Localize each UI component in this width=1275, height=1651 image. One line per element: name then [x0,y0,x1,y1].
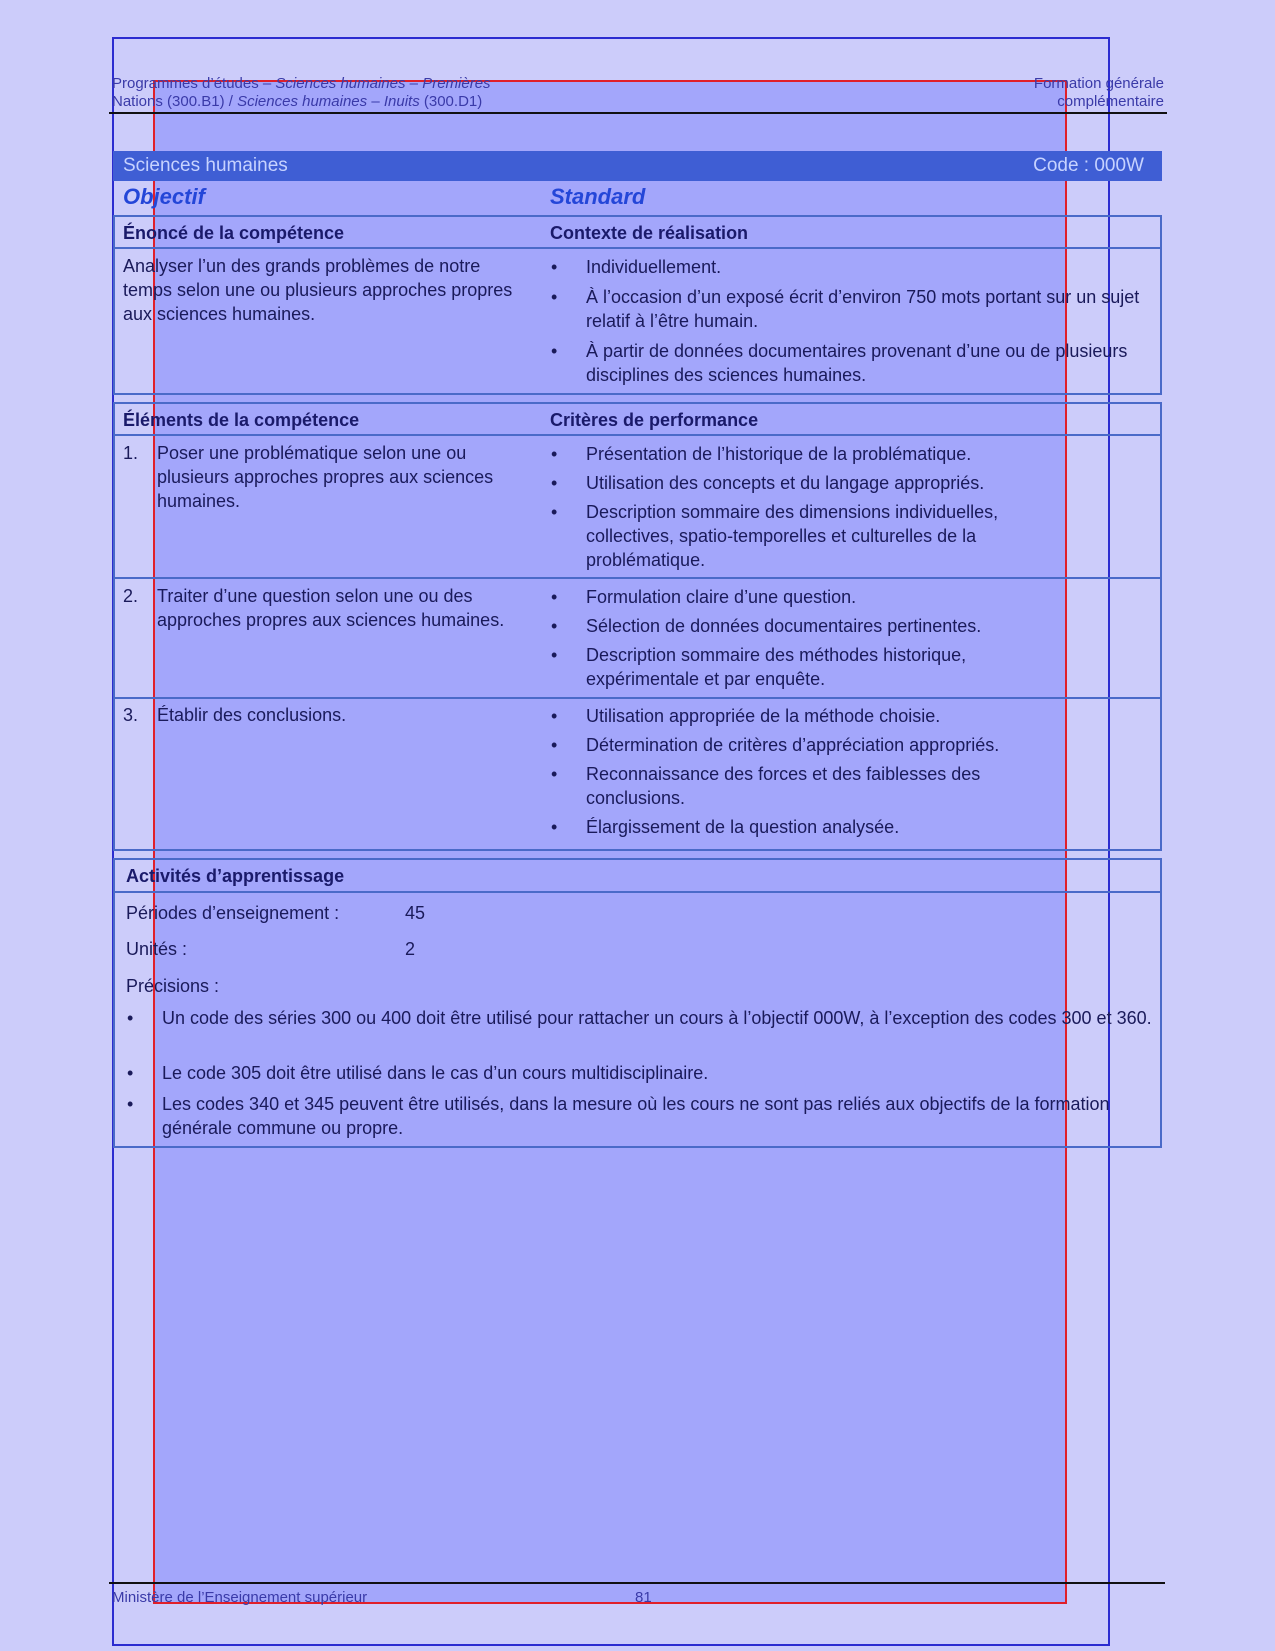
header-text: Nations (300.B1) [112,93,225,110]
elements-header: Éléments de la compétence [123,410,360,430]
subject-banner [113,151,1162,181]
element-item [123,703,527,727]
precision-item: • Un code des séries 300 ou 400 doit être utilisé pour rattacher un cours à l’objectif 000W, à l’exception des codes 300 et 360. [162,1006,1152,1030]
competence-header-divider [113,247,1162,249]
elements-row-divider [113,697,1162,699]
element-text: Établir des conclusions. [157,705,347,725]
header-italic-text: Sciences humaines [237,93,368,110]
header-separator: – [409,75,419,92]
precision-item: • Le code 305 doit être utilisé dans le cas d’un cours multidisciplinaire. [162,1061,1152,1085]
contexte-item: • Individuellement. [586,255,1152,279]
contexte-header: Contexte de réalisation [550,223,749,243]
element-number: 3. [123,705,139,725]
unites-value: 2 [405,939,416,959]
header-text: Programmes d’études [112,75,259,92]
critere-item: • Sélection de données documentaires pertinentes. [586,614,1152,638]
critere-item: • Description sommaire des méthodes historique, expérimentale et par enquête. [586,643,1046,691]
periodes-label: Périodes d’enseignement : [126,903,340,923]
header-rule [109,112,1167,114]
element-text: Traiter d’une question selon une ou des approches propres aux sciences humaines. [157,586,505,630]
element-number: 1. [123,443,139,463]
code-label: Code : [1033,155,1090,176]
header-italic-text: Inuits [383,93,420,110]
critere-item: • Présentation de l’historique de la problématique. [586,442,1152,466]
periodes-value: 45 [405,903,426,923]
header-separator: – [371,93,380,110]
critere-item: • Utilisation appropriée de la méthode choisie. [586,704,1152,728]
unites-label: Unités : [126,939,188,959]
critere-item: • Utilisation des concepts et du langage appropriés. [586,471,1152,495]
critere-item: • Reconnaissance des forces et des faiblesses des conclusions. [586,762,1056,810]
element-text: Poser une problématique selon une ou plusieurs approches propres aux sciences humaines. [157,443,494,511]
header-italic-text: Premières [422,75,491,92]
enonce-header: Énoncé de la compétence [123,223,345,243]
element-item [123,441,527,513]
footer-rule [109,1582,1165,1584]
critere-item: • Formulation claire d’une question. [586,585,1152,609]
running-header-right-line1: Formation générale [1033,75,1164,92]
header-text: (300.D1) [423,93,483,110]
running-header-left-line2 [112,93,482,110]
contexte-item: • À l’occasion d’un exposé écrit d’environ 750 mots portant sur un sujet relatif à l’être humain. [586,285,1152,333]
precisions-label: Précisions : [126,976,220,996]
objectif-heading: Objectif [123,184,205,209]
elements-row-divider [113,577,1162,579]
subject-title: Sciences humaines [123,155,288,176]
header-italic-text: Sciences humaines [275,75,406,92]
activites-header-divider [113,891,1162,893]
standard-heading: Standard [550,184,646,209]
activites-header: Activités d’apprentissage [126,866,345,886]
critere-item: • Élargissement de la question analysée. [586,815,1152,839]
element-number: 2. [123,586,139,606]
running-header-left-line1 [112,75,491,92]
precision-item: • Les codes 340 et 345 peuvent être utilisés, dans la mesure où les cours ne sont pas reliés aux objectifs de la formation générale commune ou propre. [162,1092,1152,1140]
running-header-right-line2: complémentaire [1057,93,1164,110]
header-separator: – [262,75,272,92]
code-value: 000W [1094,155,1144,176]
element-item [123,584,527,632]
footer-ministry: Ministère de l’Enseignement supérieur [112,1589,368,1606]
elements-header-divider [113,434,1162,436]
contexte-item: • À partir de données documentaires provenant d’une ou de plusieurs disciplines des sciences humaines. [586,339,1152,387]
criteres-header: Critères de performance [550,410,759,430]
subject-code [1033,151,1144,181]
enonce-text: Analyser l’un des grands problèmes de notre temps selon une ou plusieurs approches propres aux sciences humaines. [123,256,513,324]
header-separator: / [228,93,233,110]
critere-item: • Description sommaire des dimensions individuelles, collectives, spatio-temporelles et culturelles de la problématique. [586,500,1086,572]
footer-page-number: 81 [635,1589,652,1606]
critere-item: • Détermination de critères d’appréciation appropriés. [586,733,1152,757]
